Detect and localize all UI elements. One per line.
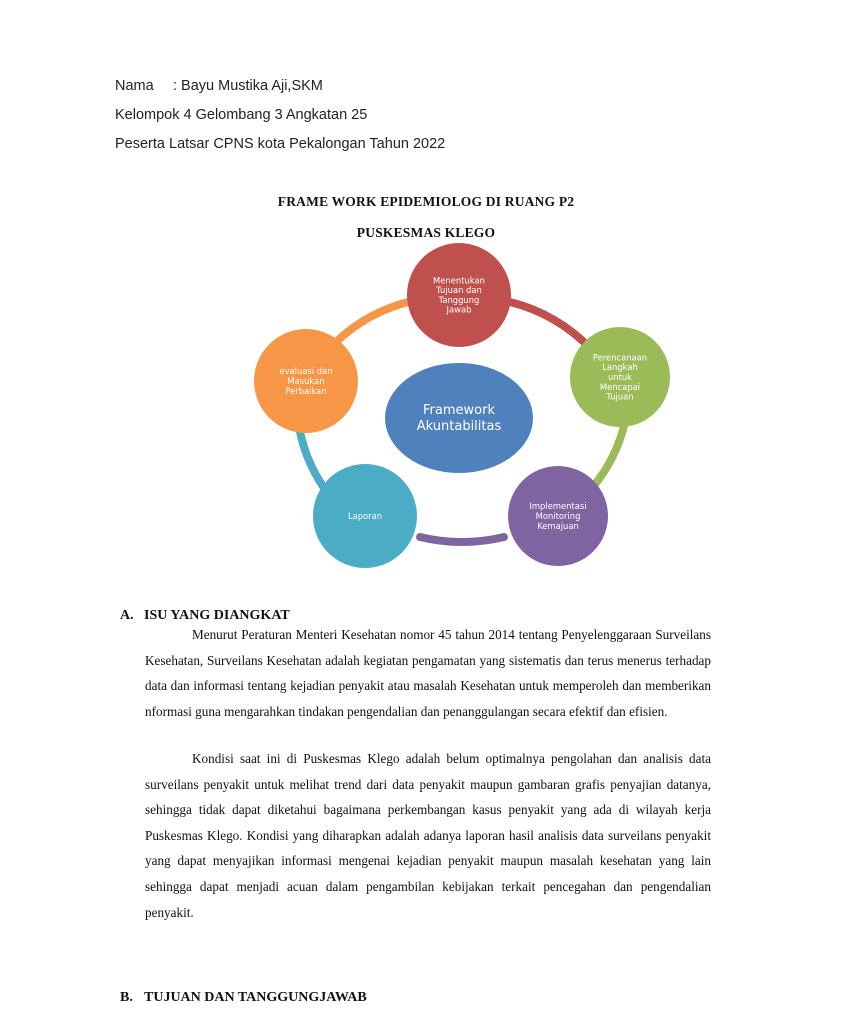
doc-title-line2: PUSKESMAS KLEGO bbox=[356, 225, 496, 240]
center-node bbox=[385, 363, 533, 473]
name-value: : Bayu Mustika Aji,SKM bbox=[173, 78, 323, 94]
node-evaluation bbox=[254, 329, 358, 433]
node-planning-label: Langkah bbox=[602, 362, 638, 373]
node-report-label: Laporan bbox=[347, 511, 383, 521]
node-implementation-label: Monitoring bbox=[535, 511, 581, 521]
node-goals bbox=[407, 243, 511, 347]
section-b-title: TUJUAN DAN TANGGUNGJAWAB bbox=[144, 990, 367, 1005]
section-a-paragraph-1-text: Menurut Peraturan Menteri Kesehatan nomor 45 tahun 2014 tentang Penyelenggaraan Surveilans Kesehatan, Surveilans Kesehatan adalah kegiatan pengamatan yang sistematis dan terus menerus terhadap data dan informasi tentang kejadian penyakit atau masalah Kesehatan untuk memperoleh dan memberikan nformasi guna mengarahkan tindakan pengendalian dan penanggulangan secara efektif dan efisien. bbox=[145, 627, 711, 719]
group-line: Kelompok 4 Gelombang 3 Angkatan 25 bbox=[115, 107, 368, 123]
node-planning-label: untuk bbox=[607, 372, 633, 382]
section-a-letter: A. bbox=[120, 608, 134, 623]
arc-1-2 bbox=[510, 302, 590, 348]
node-implementation-label: Kemajuan bbox=[537, 520, 579, 531]
center-label-1: Framework bbox=[423, 403, 495, 418]
node-implementation-label: Implementasi bbox=[529, 501, 587, 512]
arc-5-1 bbox=[332, 302, 408, 346]
participant-line: Peserta Latsar CPNS kota Pekalongan Tahun 2022 bbox=[115, 136, 446, 152]
section-a-paragraph-2-text: Kondisi saat ini di Puskesmas Klego adalah belum optimalnya pengolahan dan analisis data surveilans penyakit untuk melihat trend dari data penyakit maupun gambaran grafis penyajian datanya, sehingga tidak dapat diketahui bagaimana perkembangan kasus penyakit yang ada di wilayah kerja Puskesmas Klego. Kondisi yang diharapkan adalah adanya laporan hasil analisis data surveilans penyakit yang dapat menyajikan informasi mengenai kejadian penyakit maupun masalah kesehatan yang lain sehingga dapat menjadi acuan dalam pengambilan kebijakan terkait pencegahan dan pengendalian penyakit. bbox=[145, 751, 711, 920]
node-planning-label: Tujuan bbox=[606, 391, 634, 402]
section-a-title: ISU YANG DIANGKAT bbox=[144, 608, 290, 623]
center-label-2: Akuntabilitas bbox=[416, 419, 502, 434]
name-line bbox=[115, 78, 323, 94]
node-planning-label: Perencanaan bbox=[592, 352, 648, 363]
node-report bbox=[313, 464, 417, 568]
node-evaluation-label: evaluasi dan bbox=[279, 366, 333, 377]
node-goals-label: Menentukan bbox=[433, 275, 485, 286]
doc-title-line1: FRAME WORK EPIDEMIOLOG DI RUANG P2 bbox=[277, 194, 575, 209]
framework-diagram bbox=[240, 250, 648, 560]
arc-3-4 bbox=[420, 537, 504, 542]
section-a-paragraph-1 bbox=[145, 622, 711, 724]
name-label: Nama bbox=[115, 78, 154, 94]
node-implementation bbox=[508, 466, 608, 566]
node-evaluation-label: Perbaikan bbox=[285, 385, 327, 396]
section-b-heading bbox=[120, 990, 367, 1006]
node-planning-label: Mencapai bbox=[599, 381, 641, 392]
node-goals-label: Jawab bbox=[446, 304, 472, 315]
arc-2-3 bbox=[592, 422, 625, 488]
section-b-letter: B. bbox=[120, 990, 133, 1005]
node-evaluation-label: Masukan bbox=[287, 376, 325, 386]
node-goals-label: Tujuan dan bbox=[436, 285, 482, 296]
node-planning bbox=[570, 327, 670, 427]
section-a-paragraph-2 bbox=[145, 746, 711, 925]
node-goals-label: Tanggung bbox=[438, 294, 480, 305]
center-ellipse bbox=[385, 363, 533, 473]
